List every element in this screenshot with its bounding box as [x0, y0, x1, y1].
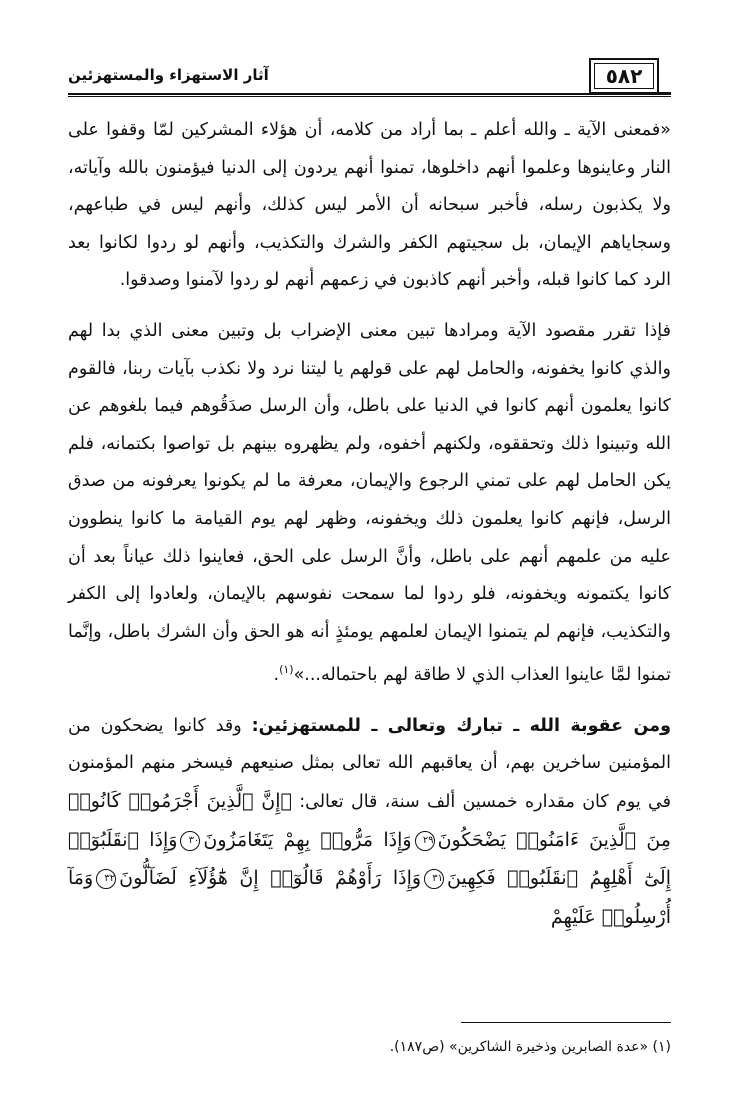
- page-number: ٥٨٢: [605, 64, 643, 88]
- paragraph-2: فإذا تقرر مقصود الآية ومرادها تبين معنى الإضراب بل وتبين معنى الذي بدا لهم والذي كانوا يخفونه، والحامل لهم على قولهم يا ليتنا نرد ولا نكذب بآيات ربنا، فالقوم كانوا يعلمون أنهم كانوا في الدنيا على باطل، وأن الرسل صدَقُوهم فيما بلغوهم عن الله وتبينوا ذلك وتحققوه، ولكنهم أخفوه، ولم يظهروه بينهم بل تواصوا بكتمانه، فلم يكن الحامل لهم على تمني الرجوع والإيمان، معرفة ما لم يكونوا يعرفونه من صدق الرسل، فإنهم كانوا يعلمون ذلك ويخفونه، وظهر لهم يوم القيامة ما كانوا ينطوون عليه من علمهم أنهم على باطل، وأنَّ الرسل على الحق، فعاينوا ذلك عياناً بعد أن كانوا يكتمونه ويخفونه، فلو ردوا لما سمحت نفوسهم بالإيمان، ولعادوا إلى الكفر والتكذيب، فإنهم لم يتمنوا الإيمان لعلمهم يومئذٍ أنه هو الحق وأن الشرك باطل، وإنَّما تمنوا لمَّا عاينوا العذاب الذي لا طاقة لهم باحتماله...»$^{(١)}$.: [68, 320, 671, 686]
- header-rule: [68, 93, 671, 95]
- running-title: آثار الاستهزاء والمستهزئين: [68, 66, 269, 84]
- quran-verse-31: وَإِذَا ٱنقَلَبُوٓا۟ إِلَىٰٓ أَهْلِهِمُ ٱنقَلَبُوا۟ فَكِهِينَ: [68, 828, 671, 890]
- footnote-1: (١) «عدة الصابرين وذخيرة الشاكرين» (ص١٨٧).: [389, 1039, 671, 1055]
- paragraph-3-heading: ومن عقوبة الله ـ تبارك وتعالى ـ للمستهزئين:: [251, 715, 671, 736]
- ayah-number-32: ٣٢: [96, 869, 116, 889]
- footnote-separator: [461, 1022, 671, 1023]
- footnote-marker[interactable]: (١): [279, 663, 294, 677]
- paragraph-3: [68, 708, 671, 938]
- quran-verse-32: وَإِذَا رَأَوْهُمْ قَالُوٓا۟ إِنَّ هَٰٓؤُلَآءِ لَضَآلُّونَ: [119, 867, 422, 890]
- page-header: [68, 58, 671, 98]
- quran-verse-29: إِنَّ ٱلَّذِينَ أَجْرَمُوا۟ كَانُوا۟ مِنَ ٱلَّذِينَ ءَامَنُوا۟ يَضْحَكُونَ: [68, 789, 671, 851]
- paragraph-2-text: فإذا تقرر مقصود الآية ومرادها تبين معنى الإضراب بل وتبين معنى الذي بدا لهم والذي كانوا يخفونه، والحامل لهم على قولهم يا ليتنا نرد ولا نكذب بآيات ربنا، فالقوم كانوا يعلمون أنهم كانوا في الدنيا على باطل، وأن الرسل صدَقُوهم فيما بلغوهم عن الله وتبينوا ذلك وتحققوه، ولكنهم أخفوه، ولم يظهروه بينهم بل تواصوا بكتمانه، فلم يكن الحامل لهم على تمني الرجوع والإيمان، معرفة ما لم يكونوا يعرفونه من صدق الرسل، فإنهم كانوا يعلمون ذلك ويخفونه، وظهر لهم يوم القيامة ما كانوا ينطوون عليه من علمهم أنهم على باطل، وأنَّ الرسل على الحق، فعاينوا ذلك عياناً بعد أن كانوا يكتمونه ويخفونه، فلو ردوا لما سمحت نفوسهم بالإيمان، ولعادوا إلى الكفر والتكذيب، فإنهم لم يتمنوا الإيمان لعلمهم يومئذٍ أنه هو الحق وأن الشرك باطل، وإنَّما تمنوا لمَّا عاينوا العذاب الذي لا طاقة لهم باحتماله...»: [68, 320, 671, 686]
- quran-verse-33: وَمَآ أُرْسِلُوا۟ عَلَيْهِمْ: [68, 867, 671, 928]
- ayah-number-29: ٢٩: [415, 831, 435, 851]
- quran-open-bracket: ﴿: [280, 789, 292, 812]
- quran-verse-30: وَإِذَا مَرُّوا۟ بِهِمْ يَتَغَامَزُونَ: [203, 828, 412, 851]
- ayah-number-30: ٣٠: [180, 831, 200, 851]
- ayah-number-31: ٣١: [424, 869, 444, 889]
- paragraph-3-text: وقد كانوا يضحكون من المؤمنين ساخرين بهم، أن يعاقبهم الله تعالى بمثل صنيعهم فيسخر منهم المؤمنون في يوم كان مقداره خمسين ألف سنة، قال تعالى:: [68, 715, 671, 812]
- paragraph-1: «فمعنى الآية ـ والله أعلم ـ بما أراد من كلامه، أن هؤلاء المشركين لمّا وقفوا على النار وعاينوها وعلموا أنهم داخلوها، تمنوا أنهم يردون إلى الدنيا فيؤمنون بالله وآياته، ولا يكذبون رسله، فأخبر سبحانه أن الأمر ليس كذلك، وأنهم ليس في طباعهم، وسجاياهم الإيمان، بل سجيتهم الكفر والشرك والتكذيب، وأنهم لو ردوا لكانوا بعد الرد كما كانوا قبله، وأخبر أنهم كاذبون في زعمهم أنهم لو ردوا لآمنوا وصدقوا.: [68, 120, 671, 291]
- main-text: [68, 112, 671, 937]
- header-rule-thin: [68, 96, 671, 97]
- page-number-box: [589, 58, 659, 94]
